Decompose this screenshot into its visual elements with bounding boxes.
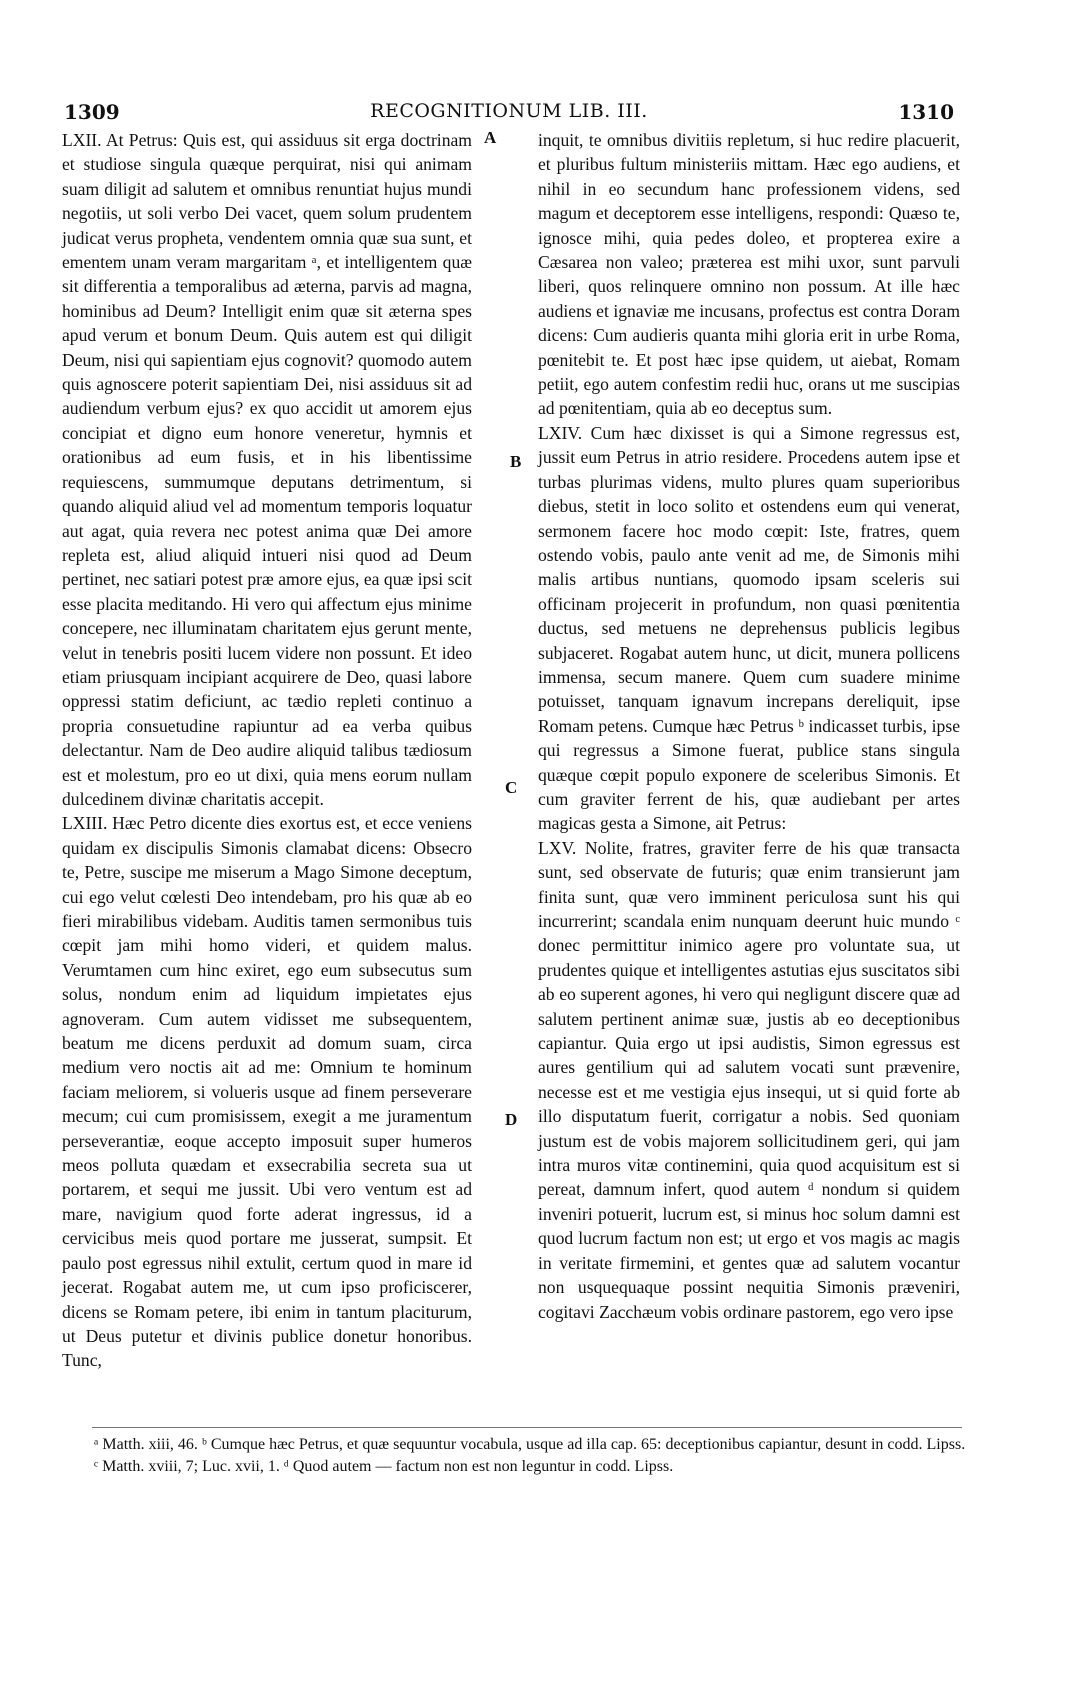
running-header <box>64 100 954 128</box>
page-number-left: 1309 <box>64 100 120 124</box>
right-column <box>538 128 960 1324</box>
footnote-text: ᵃ Matth. xiii, 46. ᵇ Cumque hæc Petrus, et quæ sequuntur vocabula, usque ad illa cap. 65: deceptionibus capiantur, desunt in codd. Lipss. ᶜ Matth. xviii, 7; Luc. xvii, 1. ᵈ Quod autem — factum non est non leguntur in codd. Lipss. <box>94 1436 966 1475</box>
chapter-62-text: LXII. At Petrus: Quis est, qui assiduus sit erga doctrinam et studiose singula quæque perquirat, nisi qui animam suam diligit ad salutem et omnibus renuntiat hujus mundi negotiis, ut soli verbo Dei vacet, quem solum prudentem judicat verus propheta, vendentem omnia quæ sua sunt, et ementem unam veram margaritam ᵃ, et intelligentem quæ sit differentia a temporalibus ad æterna, parvis ad magna, hominibus ad Deum? Intelligit enim quæ sit æterna spes apud verum et bonum Deum. Quis autem est qui diligit Deum, nisi qui sapientiam ejus cognovit? quomodo autem quis agnoscere poterit sapientiam Dei, nisi assiduus sit ad audiendum verbum ejus? ex quo accidit ut amorem ejus concipiat et digno eum honore veneretur, hymnis et orationibus ad eum fusis, et in his libentissime requiescens, summumque deputans detrimentum, si quando aliquid aliud vel ad momentum temporis loquatur aut agat, quia revera nec potest anima quæ Dei amore repleta est, aliud aliquid intueri nisi quod ad Deum pertinet, nec satiari potest præ amore ejus, ea quæ ipsi scit esse placita meditando. Hi vero qui affectum ejus minime concepere, nec illuminatam charitatem ejus gerunt mente, velut in tenebris positi lucem videre non possunt. Et ideo etiam priusquam incipiant acquirere de Deo, quasi labore oppressi statim deficiunt, ac tædio repleti continuo a propria consuetudine rapiuntur ad ea verba quibus delectantur. Nam de Deo audire aliquid talibus tædiosum est et molestum, pro eo ut dixi, quia mens eorum nullam dulcedinem divinæ charitatis accepit. <box>62 130 472 809</box>
page-number-right: 1310 <box>898 100 954 124</box>
chapter-63-text: LXIII. Hæc Petro dicente dies exortus est, et ecce veniens quidam ex discipulis Simonis clamabat dicens: Obsecro te, Petre, suscipe me miserum a Mago Simone deceptum, cui ego velut cœlesti Deo intendebam, pro his quæ ab eo fieri mirabilibus videbam. Auditis tamen sermonibus tuis cœpit jam mihi homo videri, et quidem malus. Verumtamen cum hinc exiret, ego eum subsecutus sum solus, nondum enim ad liquidum impietates ejus agnoveram. Cum autem vidisset me subsequentem, beatum me dicens perduxit ad domum suam, circa medium vero noctis ait ad me: Omnium te hominum faciam meliorem, si volueris usque ad finem perseverare mecum; cui cum promisissem, exegit a me juramentum perseverantiæ, eoque accepto imposuit super humeros meos polluta quædam et exsecrabilia secreta sua ut portarem, et sequi me jussit. Ubi vero ventum est ad mare, navigium quod forte aderat ingressus, id a cervicibus meis quod portare me jusserat, sumpsit. Et paulo post egressus nihil extulit, certum quod in mare id jecerat. Rogabat autem me, ut cum ipso proficiscerer, dicens se Romam petere, ibi enim in tantum placiturum, ut Deus putetur et divinis publice donetur honoribus. Tunc, <box>62 813 472 1371</box>
margin-letter-d: D <box>505 1110 518 1129</box>
margin-letter-a: A <box>484 128 497 147</box>
margin-letter-c: C <box>505 778 518 797</box>
running-title: RECOGNITIONUM LIB. III. <box>370 100 648 122</box>
margin-letter-b: B <box>510 452 522 471</box>
chapter-65-text: LXV. Nolite, fratres, graviter ferre de his quæ transacta sunt, sed observate de futuris; quæ enim transierunt jam finita sunt, quæ vero imminent periculosa sunt his qui incurrerint; scandala enim nunquam deerunt huic mundo ᶜ donec permittitur inimico agere pro voluntate sua, ut prudentes quique et intelligentes astutias ejus suscitatos sibi ab eo superent agones, hi vero qui negligunt discere quæ ad salutem pertinent animæ suæ, justis ab eo deceptionibus capiantur. Quia ergo ut ipsi audistis, Simon egressus est aures gentilium qui ad salutem vocati sunt prævenire, necesse est et me vestigia ejus insequi, ut si quid forte ab illo disputatum fuerit, corrigatur a nobis. Sed quoniam justum est de vobis majorem sollicitudinem geri, qui jam intra muros vitæ continemini, quia quod acquisitum est si pereat, damnum infert, quod autem ᵈ nondum si quidem inveniri potuerit, lucrum est, si minus hoc solum damni est quod lucrum factum non est; ut ergo et vos magis ac magis in veritate firmemini, et gentes quæ ad salutem vocantur non usquequaque possint nequitia Simonis præveniri, cogitavi Zacchæum vobis ordinare pastorem, ego vero ipse <box>538 837 960 1322</box>
chapter-64-text: LXIV. Cum hæc dixisset is qui a Simone regressus est, jussit eum Petrus in atrio residere. Procedens autem ipse et turbas plurimas videns, multo plures quam superioribus diebus, stetit in loco solito et ostendens eum qui venerat, sermonem facere hoc modo cœpit: Iste, fratres, quem ostendo vobis, paulo ante venit ad me, de Simonis mihi malis artibus nuntians, quomodo ipsam sceleris sui officinam projecerit in profundum, non quasi pœnitentia ductus, sed metuens ne deprehensus publicis legibus subjaceret. Rogabat autem hunc, ut dicit, munera pollicens immensa, secum manere. Quem cum suadere minime potuisset, tanquam ignavum increpans dereliquit, ipse Romam petens. Cumque hæc Petrus ᵇ indicasset turbis, ipse qui regressus a Simone fuerat, publice stans singula quæque cœpit populo exponere de sceleribus Simonis. Et cum graviter ferrent de his, quæ audiebant per artes magicas gesta a Simone, ait Petrus: <box>538 422 960 834</box>
footnotes <box>94 1434 970 1478</box>
left-column <box>62 128 472 1373</box>
chapter-63-continued-text: inquit, te omnibus divitiis repletum, si huc redire placuerit, et pluribus fultum ministeriis mittam. Hæc ego audiens, et nihil in eo secundum hanc professionem videns, sed magum et deceptorem esse intelligens, respondi: Quæso te, ignosce mihi, quia pedes doleo, et propterea exire a Cæsarea non valeo; præterea est mihi uxor, sunt parvuli liberi, quos relinquere omnino non possum. At ille hæc audiens et ignaviæ me incusans, profectus est contra Doram dicens: Cum audieris quanta mihi gloria erit in urbe Roma, pœnitebit te. Et post hæc ipse quidem, ut aiebat, Romam petiit, ego autem confestim redii huc, orans ut me suscipias ad pœnitentiam, quia ab eo deceptus sum. <box>538 130 960 419</box>
footnote-divider <box>92 1427 962 1428</box>
